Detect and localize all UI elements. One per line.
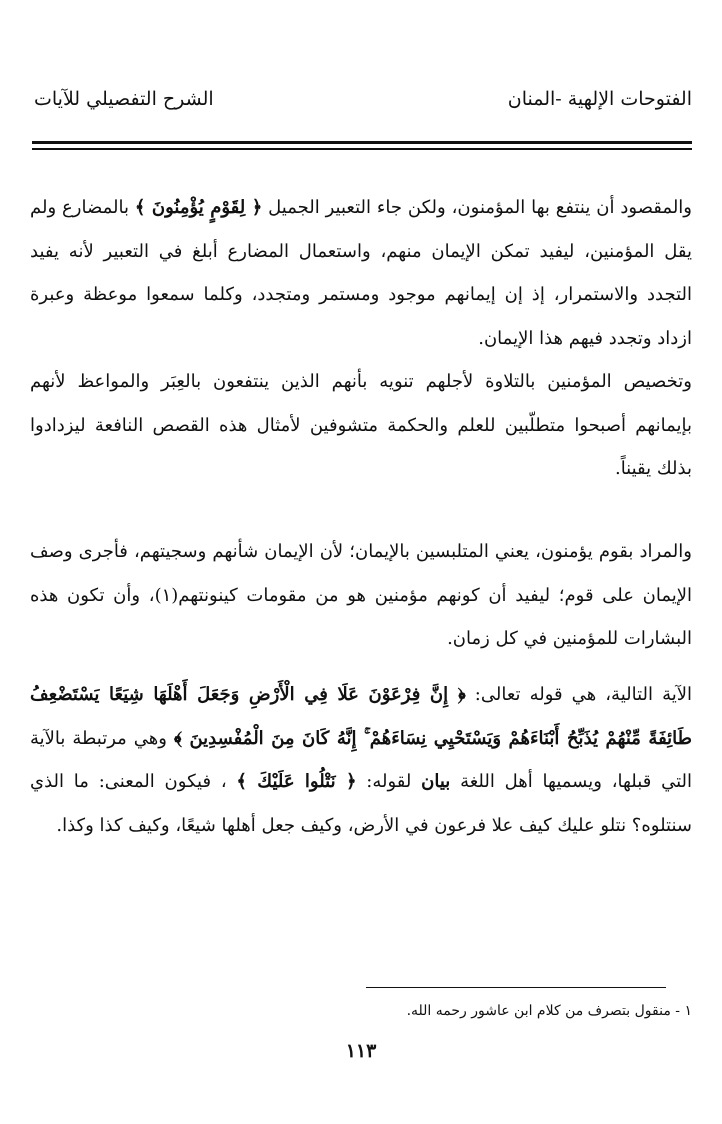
header-rule-thick (32, 141, 692, 144)
paragraph-1-text: والمقصود أن ينتفع بها المؤمنون، ولكن جاء التعبير الجميل (262, 197, 692, 218)
paragraph-4 (30, 673, 692, 847)
paragraph-1 (30, 186, 692, 360)
footnote-divider (366, 987, 666, 988)
running-title-right: الفتوحات الإلهية -المنان (507, 88, 692, 110)
paragraph-4-text-mid2: لقوله: (356, 771, 422, 792)
page-number: ١١٣ (345, 1040, 377, 1062)
quran-verse-2: ﴿ إِنَّ فِرْعَوْنَ عَلَا فِي الْأَرْضِ وَجَعَلَ أَهْلَهَا شِيَعًا يَسْتَضْعِفُ طَائِفَةً مِّنْهُمْ يُذَبِّحُ أَبْنَاءَهُمْ وَيَسْتَحْيِي نِسَاءَهُمْ ۚ إِنَّهُ كَانَ مِنَ الْمُفْسِدِينَ ﴾ (30, 684, 692, 749)
paragraph-2: وتخصيص المؤمنين بالتلاوة لأجلهم تنويه بأنهم الذين ينتفعون بالعِبَر والمواعظ لأنهم بإيمانهم أصبحوا متطلّبين للعلم والحكمة متشوفين لأمثال هذه القصص النافعة ليزدادوا بذلك يقيناً. (30, 371, 692, 479)
bold-term-bayan: بيان (421, 771, 451, 792)
running-title-left: الشرح التفصيلي للآيات (34, 88, 214, 110)
paragraph-1-text-after: بالمضارع ولم يقل المؤمنين، ليفيد تمكن الإيمان منهم، واستعمال المضارع أبلغ في التعبير لأنه يفيد التجدد والاستمرار، إذ إن إيمانهم موجود ومستمر ومتجدد، وكلما سمعوا موعظة وعبرة ازداد وتجدد فيهم هذا الإيمان. (30, 197, 692, 349)
header-rule-thin (32, 148, 692, 150)
paragraph-4-text: الآية التالية، هي قوله تعالى: (465, 684, 693, 705)
paragraph-4-text-after: ، فيكون المعنى: ما الذي سنتلوه؟ نتلو عليك كيف علا فرعون في الأرض، وكيف جعل أهلها شيعًا، وكيف كذا وكذا. (30, 771, 692, 836)
footnote: ١ - منقول بتصرف من كلام ابن عاشور رحمه الله. (406, 1003, 692, 1019)
paragraph-3: والمراد بقوم يؤمنون، يعني المتلبسين بالإيمان؛ لأن الإيمان شأنهم وسجيتهم، فأجرى وصف الإيمان على قوم؛ ليفيد أن كونهم مؤمنين هو من مقومات كينونتهم(١)، وأن تكون هذه البشارات للمؤمنين في كل زمان. (30, 541, 692, 649)
quran-verse-3: ﴿ نَتْلُوا عَلَيْكَ ﴾ (236, 771, 357, 792)
paragraph-4-text-mid: وهي مرتبطة بالآية التي قبلها، ويسميها أهل اللغة (30, 727, 692, 792)
quran-verse-1: ﴿ لِقَوْمٍ يُؤْمِنُونَ ﴾ (134, 197, 263, 218)
